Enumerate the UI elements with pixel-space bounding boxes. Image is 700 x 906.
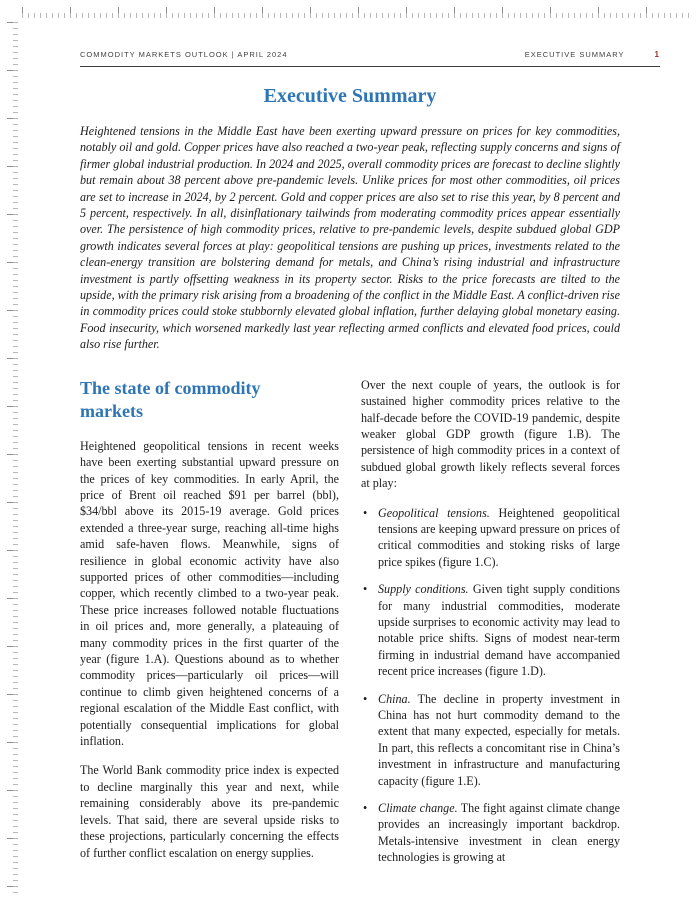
running-header-right: EXECUTIVE SUMMARY — [524, 50, 625, 59]
bullet-lead: Supply conditions. — [378, 582, 469, 597]
bullet-lead: Climate change. — [378, 801, 458, 816]
horizontal-ruler — [22, 3, 692, 18]
page-title: Executive Summary — [263, 85, 437, 107]
running-header-left: COMMODITY MARKETS OUTLOOK | APRIL 2024 — [80, 50, 288, 59]
document-page — [80, 50, 660, 877]
left-paragraph-1: Heightened geopolitical tensions in recent weeks have been exerting substantial upward pressure on the prices of key commodities. In early April, the price of Brent oil reached $91 per barrel (bbl), $34/bbl above its 2015-19 average. Gold prices extended a three-year surge, reaching all-time highs amid safe-haven flows. Meanwhile, signs of resilience in global economic activity have also supported prices of other commodities—including copper, which recently climbed to a two-year peak. These price increases followed notable fluctuations in oil prices and, more generally, a plateauing of many commodity prices in the first quarter of the year (figure 1.A). Questions abound as to whether commodity prices—particularly oil prices—will continue to climb given heightened concerns of a regional escalation of the Middle East conflict, with potentially consequential implications for global inflation. — [80, 438, 339, 749]
list-item — [361, 505, 620, 571]
bullet-text: Heightened geopolitical tensions are keeping upward pressure on prices of critical commodities and stoking risks of large price spikes (figure 1.C). — [378, 505, 620, 569]
bullet-text: Given tight supply conditions for many industrial commodities, moderate upside surprises to economic activity may lead to notable price shifts. Signs of modest near-term firming in industrial demand have accompanied recent price increases (figure 1.D). — [378, 582, 620, 679]
left-column — [80, 377, 339, 877]
page-content — [80, 85, 620, 877]
bullet-icon: • — [363, 505, 368, 520]
bullet-icon: • — [363, 582, 368, 597]
bullet-icon: • — [363, 691, 368, 706]
section-title: The state of commodity markets — [80, 377, 261, 421]
header-rule — [80, 66, 660, 67]
bullet-icon: • — [363, 801, 368, 816]
list-item — [361, 800, 620, 866]
right-intro-paragraph: Over the next couple of years, the outlook is for sustained higher commodity prices relative to the half-decade before the COVID-19 pandemic, despite weaker global GDP growth (figure 1.B). The persistence of high commodity prices in a context of subdued global growth likely reflects several forces at play: — [361, 377, 620, 491]
running-header — [80, 50, 660, 59]
forces-bullet-list — [361, 505, 620, 866]
executive-summary-abstract: Heightened tensions in the Middle East have been exerting upward pressure on prices for key commodities, notably oil and gold. Copper prices have also reached a two-year peak, reflecting supply concerns and signs of firmer global industrial production. In 2024 and 2025, overall commodity prices are forecast to decline slightly but remain about 38 percent above pre-pandemic levels. Unlike prices for most other commodities, oil prices are set to increase in 2024, by 2 percent. Gold and copper prices are also set to rise this year, by 8 percent and 5 percent, respectively. In all, disinflationary tailwinds from moderating commodity prices appear essentially over. The persistence of high commodity prices, relative to pre-pandemic levels, despite subdued global GDP growth indicates several forces at play: geopolitical tensions are pushing up prices, investments related to the clean-energy transition are bolstering demand for metals, and China’s rising industrial and infrastructure investment is partly offsetting weakness in its property sector. Risks to the price forecasts are tilted to the upside, with the primary risk arising from a broadening of the conflict in the Middle East. A conflict-driven rise in commodity prices could stoke stubbornly elevated global inflation, further delaying global monetary easing. Food insecurity, which worsened markedly last year reflecting armed conflicts and elevated food prices, could also rise further. — [80, 124, 620, 352]
running-header-right-group — [525, 50, 660, 59]
bullet-text: The decline in property investment in China has not hurt commodity demand to the extent that many expected, especially for metals. In part, this reflects a concomitant rise in China’s investment in infrastructure and manufacturing capacity (figure 1.E). — [378, 691, 620, 788]
page-number: 1 — [654, 50, 660, 59]
bullet-lead: Geopolitical tensions. — [378, 505, 490, 520]
bullet-lead: China. — [378, 691, 411, 706]
right-column — [361, 377, 620, 877]
vertical-ruler — [3, 22, 18, 898]
list-item — [361, 691, 620, 789]
list-item — [361, 581, 620, 679]
two-column-body — [80, 377, 620, 877]
left-paragraph-2: The World Bank commodity price index is expected to decline marginally this year and next, while remaining considerably above its pre-pandemic levels. That said, there are several upside risks to these projections, particularly concerning the effects of further conflict escalation on energy supplies. — [80, 763, 339, 860]
bullet-text: The fight against climate change provides an increasingly important backdrop. Metals-intensive investment in clean energy technologies is growing at — [378, 801, 621, 865]
